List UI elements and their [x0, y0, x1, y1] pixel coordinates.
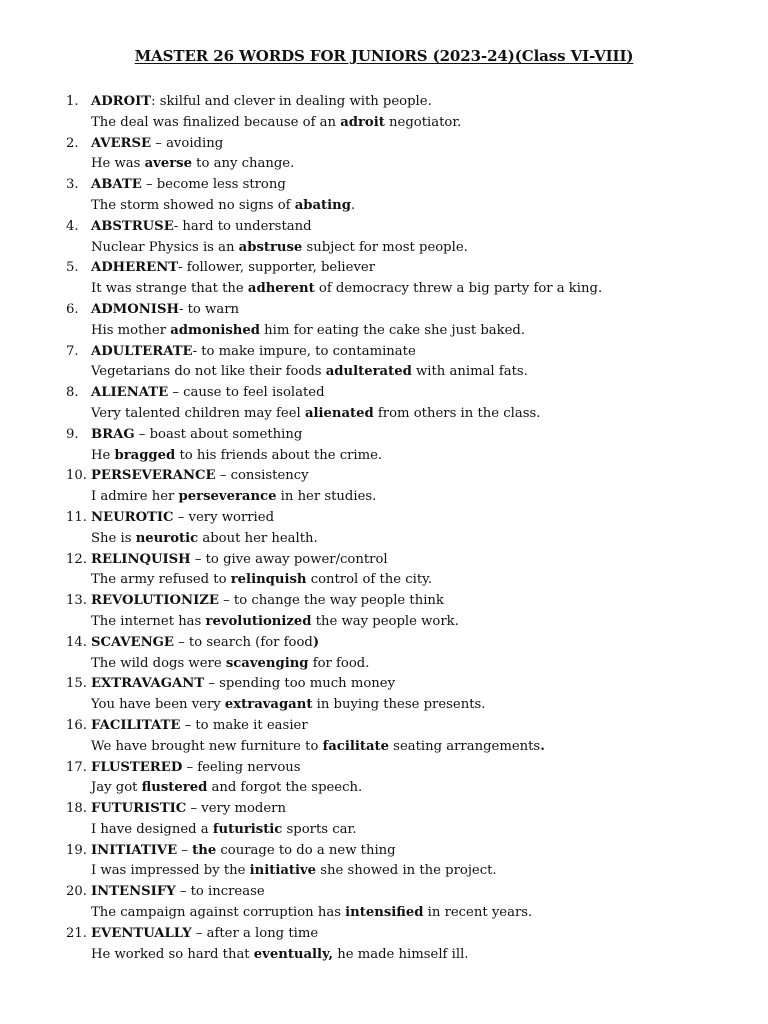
- text-segment: – very modern: [186, 801, 286, 817]
- bold-text: .: [540, 738, 545, 754]
- item-number: 8.: [66, 385, 79, 401]
- text-segment: Jay got: [91, 780, 142, 796]
- bold-text: BRAG: [91, 426, 135, 442]
- bold-text: scavenging: [225, 655, 309, 671]
- text-segment: subject for most people.: [302, 239, 468, 255]
- text-segment: he made himself ill.: [333, 946, 469, 962]
- example-sentence: [91, 737, 545, 758]
- bold-text: alienated: [304, 405, 374, 421]
- text-segment: in recent years.: [423, 905, 533, 921]
- text-segment: - to warn: [178, 301, 239, 317]
- text-segment: - to make impure, to contaminate: [192, 343, 416, 359]
- text-segment: – consistency: [215, 468, 309, 484]
- bold-text: revolutionized: [205, 613, 312, 629]
- example-sentence: [91, 487, 376, 508]
- item-number: 7.: [66, 343, 79, 359]
- list-item: [0, 92, 768, 134]
- list-item: [0, 134, 768, 176]
- list-item: [0, 924, 768, 966]
- definition-line: [91, 217, 312, 238]
- text-segment: His mother: [91, 322, 171, 338]
- text-segment: – to give away power/control: [190, 551, 388, 567]
- list-item: [0, 841, 768, 883]
- example-sentence: [91, 612, 459, 633]
- definition-line: [91, 758, 301, 779]
- text-segment: The internet has: [91, 613, 206, 629]
- bold-text: PERSEVERANCE: [91, 468, 216, 484]
- text-segment: – avoiding: [151, 135, 224, 151]
- list-item: [0, 466, 768, 508]
- list-item: [0, 550, 768, 592]
- example-sentence: [91, 820, 357, 841]
- text-segment: with animal fats.: [411, 364, 528, 380]
- item-number: 3.: [66, 177, 79, 193]
- text-segment: sports car.: [282, 821, 357, 837]
- example-sentence: [91, 446, 382, 467]
- definition-line: [91, 175, 286, 196]
- text-segment: – very worried: [173, 509, 275, 525]
- text-segment: about her health.: [198, 530, 318, 546]
- bold-text: ADMONISH: [91, 301, 179, 317]
- text-segment: in buying these presents.: [312, 697, 486, 713]
- bold-text: adroit: [340, 114, 385, 130]
- example-sentence: [91, 903, 532, 924]
- text-segment: – become less strong: [141, 177, 286, 193]
- bold-text: abating: [294, 197, 351, 213]
- text-segment: him for eating the cake she just baked.: [259, 322, 526, 338]
- text-segment: negotiator.: [384, 114, 462, 130]
- definition-line: [91, 134, 223, 155]
- bold-text: perseverance: [178, 489, 277, 505]
- bold-text: admonished: [170, 322, 260, 338]
- item-number: 5.: [66, 260, 79, 276]
- bold-text: ADHERENT: [91, 260, 179, 276]
- example-sentence: [91, 529, 318, 550]
- bold-text: ADULTERATE: [91, 343, 193, 359]
- definition-line: [91, 633, 319, 654]
- text-segment: to any change.: [191, 156, 295, 172]
- example-sentence: [91, 113, 461, 134]
- definition-line: [91, 92, 432, 113]
- bold-text: ADROIT: [91, 94, 152, 109]
- list-item: [0, 882, 768, 924]
- text-segment: –: [177, 842, 193, 858]
- example-sentence: [91, 570, 432, 591]
- bold-text: EXTRAVAGANT: [91, 676, 205, 692]
- text-segment: – feeling nervous: [182, 759, 301, 775]
- list-item: [0, 258, 768, 300]
- list-item: [0, 300, 768, 342]
- definition-line: [91, 674, 395, 695]
- example-sentence: [91, 778, 362, 799]
- definition-line: [91, 924, 318, 945]
- text-segment: – spending too much money: [204, 676, 396, 692]
- bold-text: relinquish: [230, 572, 307, 588]
- list-item: [0, 217, 768, 259]
- text-segment: I admire her: [91, 489, 179, 505]
- item-number: 18.: [66, 801, 87, 817]
- bold-text: neurotic: [135, 530, 199, 546]
- bold-text: facilitate: [322, 738, 389, 754]
- example-sentence: [91, 154, 294, 175]
- example-sentence: [91, 321, 525, 342]
- bold-text: RELINQUISH: [91, 551, 191, 567]
- definition-line: [91, 300, 239, 321]
- definition-line: [91, 383, 325, 404]
- definition-line: [91, 258, 375, 279]
- item-number: 17.: [66, 759, 87, 775]
- item-number: 14.: [66, 634, 87, 650]
- definition-line: [91, 342, 416, 363]
- bold-text: FUTURISTIC: [91, 801, 187, 817]
- bold-text: the: [192, 842, 217, 858]
- item-number: 21.: [66, 925, 87, 941]
- text-segment: Very talented children may feel: [91, 405, 305, 421]
- item-number: 1.: [66, 94, 79, 109]
- example-sentence: [91, 945, 468, 966]
- text-segment: I was impressed by the: [91, 863, 250, 879]
- example-sentence: [91, 861, 497, 882]
- item-number: 13.: [66, 593, 87, 609]
- list-item: [0, 342, 768, 384]
- item-number: 11.: [66, 509, 87, 525]
- example-sentence: [91, 654, 369, 675]
- text-segment: she showed in the project.: [316, 863, 497, 879]
- text-segment: .: [350, 197, 356, 213]
- bold-text: REVOLUTIONIZE: [91, 593, 219, 609]
- bold-text: adherent: [247, 281, 315, 297]
- text-segment: The wild dogs were: [91, 655, 226, 671]
- item-number: 9.: [66, 426, 79, 442]
- item-number: 16.: [66, 717, 87, 733]
- item-number: 20.: [66, 884, 87, 900]
- text-segment: courage to do a new thing: [216, 842, 396, 858]
- text-segment: Vegetarians do not like their foods: [91, 364, 326, 380]
- bold-text: NEUROTIC: [91, 509, 174, 525]
- item-number: 2.: [66, 135, 79, 151]
- bold-text: INTENSIFY: [91, 884, 176, 900]
- bold-text: abstruse: [238, 239, 303, 255]
- list-item: [0, 591, 768, 633]
- text-segment: - hard to understand: [173, 218, 312, 234]
- list-item: [0, 175, 768, 217]
- text-segment: – after a long time: [191, 925, 319, 941]
- text-segment: I have designed a: [91, 821, 213, 837]
- example-sentence: [91, 695, 485, 716]
- bold-text: ALIENATE: [91, 385, 169, 401]
- text-segment: He was: [91, 156, 145, 172]
- text-segment: You have been very: [91, 697, 225, 713]
- list-item: [0, 716, 768, 758]
- bold-text: INITIATIVE: [91, 842, 178, 858]
- bold-text: flustered: [141, 780, 208, 796]
- definition-line: [91, 425, 302, 446]
- text-segment: – to make it easier: [180, 717, 308, 733]
- example-sentence: [91, 362, 528, 383]
- text-segment: She is: [91, 530, 136, 546]
- item-number: 15.: [66, 676, 87, 692]
- bold-text: adulterated: [325, 364, 412, 380]
- list-item: [0, 508, 768, 550]
- text-segment: control of the city.: [306, 572, 433, 588]
- text-segment: The campaign against corruption has: [91, 905, 346, 921]
- list-item: [0, 758, 768, 800]
- text-segment: – cause to feel isolated: [168, 385, 325, 401]
- text-segment: of democracy threw a big party for a king.: [314, 281, 603, 297]
- bold-text: averse: [144, 156, 192, 172]
- bold-text: EVENTUALLY: [91, 925, 192, 941]
- list-item: [0, 425, 768, 467]
- text-segment: We have brought new furniture to: [91, 738, 323, 754]
- item-number: 19.: [66, 842, 87, 858]
- item-number: 10.: [66, 468, 87, 484]
- text-segment: – to increase: [175, 884, 265, 900]
- definition-line: [91, 550, 388, 571]
- text-segment: The deal was finalized because of an: [91, 114, 341, 130]
- list-item: [0, 674, 768, 716]
- bold-text: ABATE: [91, 177, 142, 193]
- text-segment: seating arrangements: [388, 738, 541, 754]
- example-sentence: [91, 404, 540, 425]
- bold-text: AVERSE: [91, 135, 152, 151]
- definition-line: [91, 508, 274, 529]
- text-segment: to his friends about the crime.: [175, 447, 383, 463]
- text-segment: : skilful and clever in dealing with people.: [151, 94, 432, 109]
- bold-text: eventually,: [253, 946, 334, 962]
- list-item: [0, 383, 768, 425]
- bold-text: intensified: [345, 905, 424, 921]
- text-segment: The army refused to: [91, 572, 231, 588]
- definition-line: [91, 882, 265, 903]
- bold-text: SCAVENGE: [91, 634, 174, 650]
- example-sentence: [91, 279, 602, 300]
- example-sentence: [91, 238, 468, 259]
- bold-text: initiative: [249, 863, 317, 879]
- text-segment: – boast about something: [134, 426, 303, 442]
- definition-line: [91, 716, 308, 737]
- bold-text: FLUSTERED: [91, 759, 183, 775]
- text-segment: the way people work.: [311, 613, 459, 629]
- word-list: [0, 92, 768, 965]
- definition-line: [91, 799, 286, 820]
- text-segment: It was strange that the: [91, 281, 248, 297]
- text-segment: in her studies.: [276, 489, 377, 505]
- list-item: [0, 633, 768, 675]
- bold-text: bragged: [114, 447, 176, 463]
- text-segment: and forgot the speech.: [207, 780, 363, 796]
- text-segment: for food.: [308, 655, 370, 671]
- definition-line: [91, 466, 309, 487]
- example-sentence: [91, 196, 355, 217]
- definition-line: [91, 841, 396, 862]
- text-segment: – to change the way people think: [218, 593, 444, 609]
- page-title: MASTER 26 WORDS FOR JUNIORS (2023-24)(Class VI-VIII): [134, 47, 634, 65]
- item-number: 12.: [66, 551, 87, 567]
- bold-text: extravagant: [224, 697, 313, 713]
- text-segment: from others in the class.: [373, 405, 541, 421]
- text-segment: - follower, supporter, believer: [178, 260, 376, 276]
- text-segment: – to search (for food: [173, 634, 313, 650]
- item-number: 6.: [66, 301, 79, 317]
- definition-line: [91, 591, 444, 612]
- list-item: [0, 799, 768, 841]
- bold-text: FACILITATE: [91, 717, 181, 733]
- bold-text: futuristic: [212, 821, 283, 837]
- text-segment: He worked so hard that: [91, 946, 254, 962]
- item-number: 4.: [66, 218, 79, 234]
- text-segment: The storm showed no signs of: [91, 197, 295, 213]
- text-segment: He: [91, 447, 115, 463]
- bold-text: ): [312, 634, 320, 650]
- text-segment: Nuclear Physics is an: [91, 239, 239, 255]
- bold-text: ABSTRUSE: [91, 218, 174, 234]
